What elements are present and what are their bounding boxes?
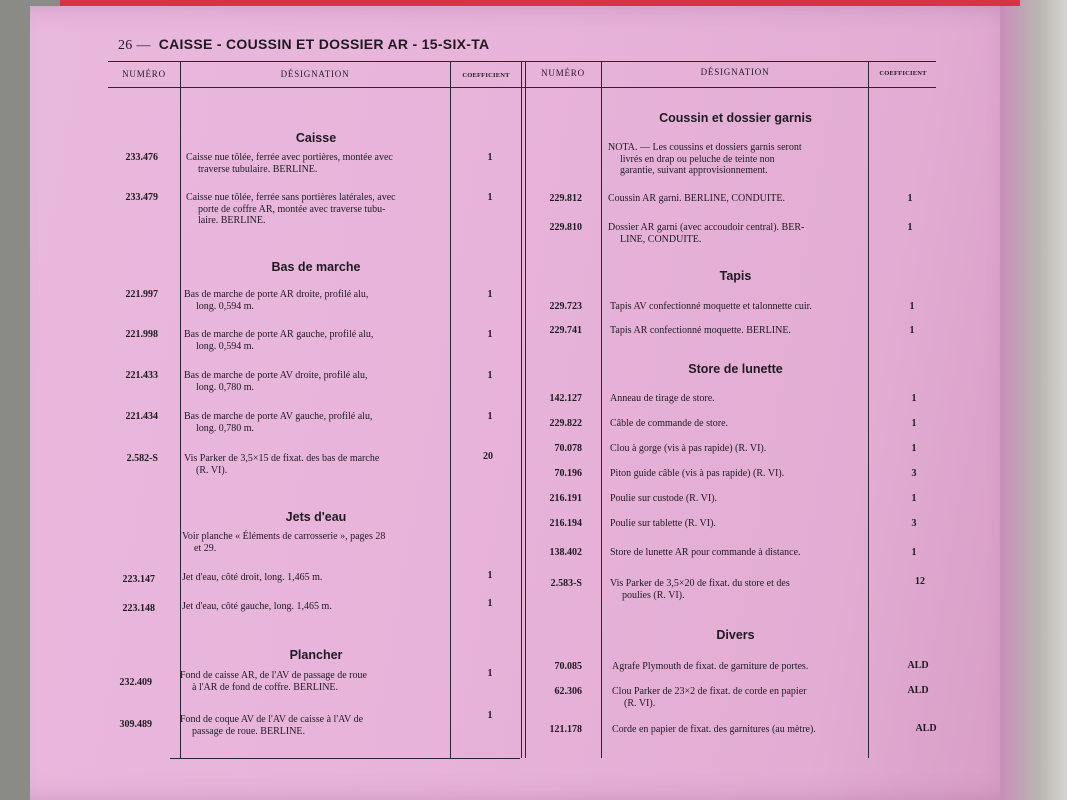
part-designation: Caisse nue tôlée, ferrée avec portières, montée avec traverse tubulaire. BERLINE.: [186, 152, 393, 175]
part-designation: Coussin AR garni. BERLINE, CONDUITE.: [608, 193, 785, 204]
part-designation: Bas de marche de porte AV droite, profilé alu, long. 0,780 m.: [184, 370, 368, 393]
part-number: 229.741: [549, 325, 582, 336]
section-title: Coussin et dossier garnis: [659, 111, 812, 125]
part-coefficient: ALD: [907, 660, 929, 671]
part-designation: Vis Parker de 3,5×20 de fixat. du store et des poulies (R. VI).: [610, 578, 790, 601]
book-cover-edge: [60, 0, 1020, 6]
part-coefficient: 1: [487, 329, 493, 340]
part-number: 229.723: [549, 301, 582, 312]
part-designation: Bas de marche de porte AV gauche, profilé alu, long. 0,780 m.: [184, 411, 373, 434]
part-coefficient: 1: [911, 418, 917, 429]
part-coefficient: 1: [911, 547, 917, 558]
part-coefficient: 1: [911, 493, 917, 504]
part-number: 232.409: [119, 677, 152, 688]
part-number: 121.178: [549, 724, 582, 735]
part-coefficient: 1: [911, 393, 917, 404]
part-number: 233.476: [125, 152, 158, 163]
part-number: 221.997: [125, 289, 158, 300]
part-number: 138.402: [549, 547, 582, 558]
col-header-designation: DÉSIGNATION: [280, 69, 350, 79]
part-number: 216.194: [549, 518, 582, 529]
part-number: 70.085: [554, 661, 582, 672]
part-number: 221.433: [125, 370, 158, 381]
col-header-coefficient: COEFFICIENT: [462, 72, 510, 79]
part-designation: Tapis AR confectionné moquette. BERLINE.: [610, 325, 791, 336]
part-designation: Bas de marche de porte AR gauche, profilé alu, long. 0,594 m.: [184, 329, 374, 352]
part-coefficient: 1: [487, 411, 493, 422]
part-number: 233.479: [125, 192, 158, 203]
section-title: Divers: [716, 628, 755, 642]
part-designation: Clou Parker de 23×2 de fixat. de corde en papier (R. VI).: [612, 686, 807, 709]
col-header-designation: DÉSIGNATION: [700, 67, 770, 77]
part-coefficient: 1: [909, 301, 915, 312]
part-number: 223.148: [122, 603, 155, 614]
col-header-numero: NUMÉRO: [541, 68, 585, 78]
part-number: 223.147: [122, 574, 155, 585]
part-coefficient: 1: [911, 443, 917, 454]
part-number: 70.078: [554, 443, 582, 454]
part-coefficient: 1: [487, 668, 493, 679]
col-header-coefficient: COEFFICIENT: [879, 70, 927, 77]
part-designation: Anneau de tirage de store.: [610, 393, 715, 404]
part-coefficient: 1: [909, 325, 915, 336]
part-number: 142.127: [549, 393, 582, 404]
part-number: 309.489: [119, 719, 152, 730]
part-coefficient: 12: [915, 576, 925, 587]
part-designation: Fond de coque AV de l'AV de caisse à l'AV de passage de roue. BERLINE.: [180, 714, 364, 737]
part-designation: Câble de commande de store.: [610, 418, 729, 429]
section-title: Plancher: [289, 648, 343, 662]
part-designation: Bas de marche de porte AR droite, profilé alu, long. 0,594 m.: [184, 289, 369, 312]
part-coefficient: 20: [483, 451, 493, 462]
part-coefficient: 3: [911, 468, 917, 479]
table-header-rule: [108, 87, 936, 88]
book-spine: [1000, 0, 1067, 800]
part-designation: Poulie sur tablette (R. VI).: [610, 518, 716, 529]
center-divider: [521, 61, 522, 758]
part-number: 229.812: [549, 193, 582, 204]
part-number: 2.583-S: [550, 578, 582, 589]
part-number: 70.196: [554, 468, 582, 479]
part-designation: Jet d'eau, côté droit, long. 1,465 m.: [182, 572, 323, 583]
col-header-numero: NUMÉRO: [122, 69, 166, 79]
part-number: 216.191: [549, 493, 582, 504]
part-number: 2.582-S: [126, 453, 158, 464]
col-divider: [601, 61, 602, 758]
part-coefficient: ALD: [907, 685, 929, 696]
section-title: Store de lunette: [688, 362, 783, 376]
part-designation: Caisse nue tôlée, ferrée sans portières latérales, avec porte de coffre AR, montée avec traverse tubu- laire. BERLINE.: [186, 192, 396, 226]
page-header: [118, 36, 489, 54]
col-divider: [180, 61, 181, 758]
part-designation: Agrafe Plymouth de fixat. de garniture de portes.: [612, 661, 809, 672]
part-designation: Clou à gorge (vis à pas rapide) (R. VI).: [610, 443, 767, 454]
part-number: 62.306: [554, 686, 582, 697]
section-title: Bas de marche: [271, 260, 361, 274]
part-coefficient: 1: [487, 289, 493, 300]
table-top-rule: [108, 61, 936, 62]
part-number: 221.434: [125, 411, 158, 422]
part-designation: Piton guide câble (vis à pas rapide) (R. VI).: [610, 468, 785, 479]
section-title: Jets d'eau: [285, 510, 347, 524]
part-coefficient: 3: [911, 518, 917, 529]
part-designation: Fond de caisse AR, de l'AV de passage de roue à l'AR de fond de coffre. BERLINE.: [180, 670, 367, 693]
part-coefficient: 1: [907, 222, 913, 233]
part-designation: Tapis AV confectionné moquette et talonnette cuir.: [610, 301, 812, 312]
part-coefficient: 1: [487, 598, 493, 609]
part-coefficient: 1: [487, 152, 493, 163]
part-designation: Store de lunette AR pour commande à distance.: [610, 547, 801, 558]
part-designation: Jet d'eau, côté gauche, long. 1,465 m.: [182, 601, 332, 612]
part-coefficient: 1: [487, 370, 493, 381]
section-title: Caisse: [295, 131, 337, 145]
part-coefficient: 1: [487, 710, 493, 721]
part-number: 229.822: [549, 418, 582, 429]
part-number: 229.810: [549, 222, 582, 233]
part-designation: Dossier AR garni (avec accoudoir central). BER- LINE, CONDUITE.: [608, 222, 805, 245]
section-note: Voir planche « Éléments de carrosserie », pages 28 et 29.: [182, 531, 386, 554]
part-designation: Poulie sur custode (R. VI).: [610, 493, 718, 504]
table-bottom-rule: [170, 758, 520, 759]
page-title: CAISSE - COUSSIN ET DOSSIER AR - 15-SIX-TA: [158, 36, 490, 52]
page-number: 26 —: [118, 38, 151, 53]
part-number: 221.998: [125, 329, 158, 340]
center-divider: [525, 61, 526, 758]
section-title: Tapis: [719, 269, 752, 283]
part-designation: Corde en papier de fixat. des garnitures (au mètre).: [612, 724, 816, 735]
part-coefficient: 1: [487, 192, 493, 203]
part-coefficient: 1: [907, 193, 913, 204]
part-designation: Vis Parker de 3,5×15 de fixat. des bas de marche (R. VI).: [184, 453, 380, 476]
section-note: NOTA. — Les coussins et dossiers garnis seront livrés en drap ou peluche de teinte non garantie, suivant approvisionnement.: [608, 142, 802, 176]
part-coefficient: ALD: [915, 723, 937, 734]
part-coefficient: 1: [487, 570, 493, 581]
